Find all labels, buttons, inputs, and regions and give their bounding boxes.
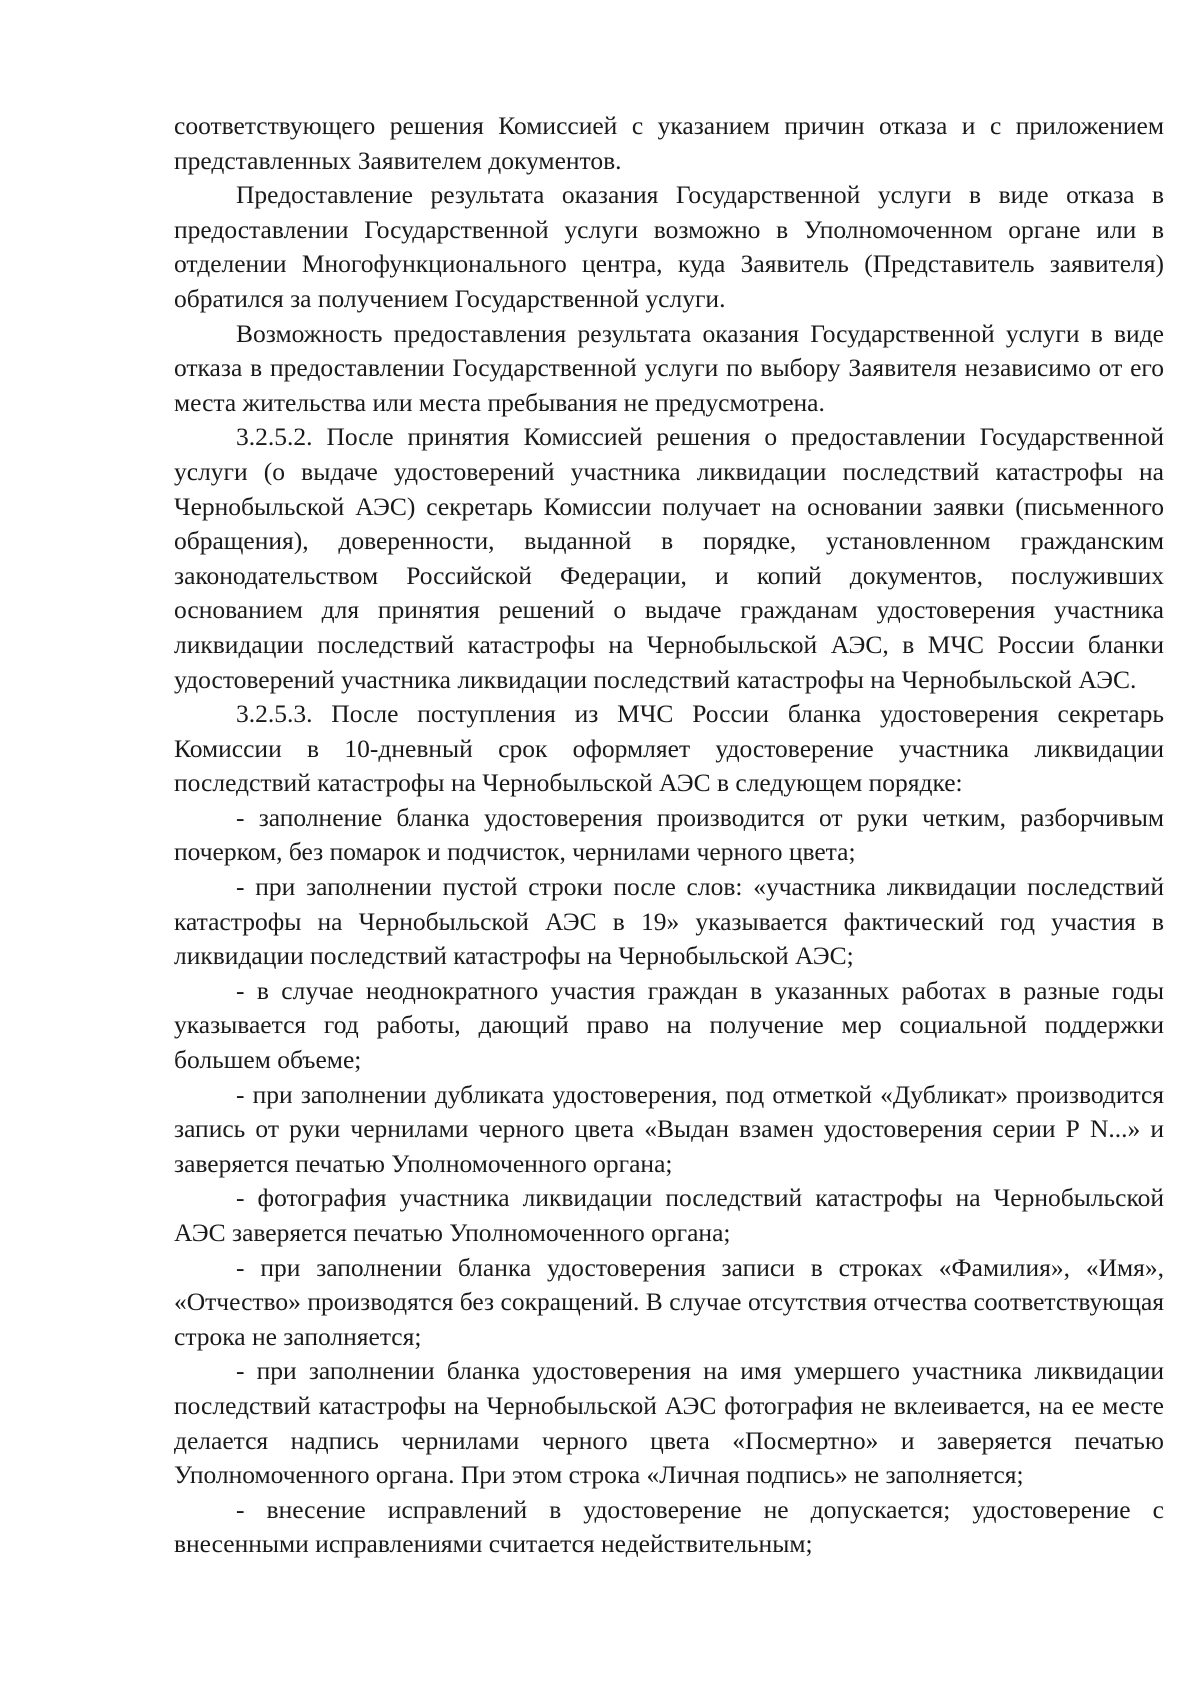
paragraph-3-2-5-3: 3.2.5.3. После поступления из МЧС России бланка удостоверения секретарь Комиссии в 10-дневный срок оформляет удостоверение участника ликвидации последствий катастрофы на Чернобыльской АЭС в следующем порядке: bbox=[174, 699, 1164, 798]
list-item-photo-stamp: - фотография участника ликвидации последствий катастрофы на Чернобыльской АЭС заверяется печатью Уполномоченного органа; bbox=[174, 1183, 1164, 1247]
list-item-year-of-participation: - при заполнении пустой строки после слов: «участника ликвидации последствий катастрофы на Чернобыльской АЭС в 19» указывается фактический год участия в ликвидации последствий катастрофы на Чернобыльской АЭС; bbox=[174, 872, 1164, 971]
list-item-filling-by-hand: - заполнение бланка удостоверения производится от руки четким, разборчивым почерком, без помарок и подчисток, чернилами черного цвета; bbox=[174, 802, 1164, 867]
list-item-repeated-participation: - в случае неоднократного участия граждан в указанных работах в разные годы указывается год работы, дающий право на получение мер социальной поддержки большем объеме; bbox=[174, 975, 1164, 1075]
paragraph-refusal-result: Предоставление результата оказания Государственной услуги в виде отказа в предоставлении Государственной услуги возможно в Уполномоченном органе или в отделении Многофункционального центра, куда Заявитель (Представитель заявителя) обратился за получением Государственной услуги. bbox=[174, 180, 1164, 313]
paragraph-3-2-5-2: 3.2.5.2. После принятия Комиссией решения о предоставлении Государственной услуги (о выдаче удостоверений участника ликвидации последствий катастрофы на Чернобыльской АЭС) секретарь Комиссии получает на основании заявки (письменного обращения), доверенности, выданной в порядке, установленном гражданским законодательством Российской Федерации, и копий документов, послуживших основанием для принятия решений о выдаче гражданам удостоверения участника ликвидации последствий катастрофы на Чернобыльской АЭС, в МЧС России бланки удостоверений участника ликвидации последствий катастрофы на Чернобыльской АЭС. bbox=[174, 422, 1164, 694]
document-body bbox=[174, 109, 1164, 1562]
list-item-name-fields: - при заполнении бланка удостоверения записи в строках «Фамилия», «Имя», «Отчество» производятся без сокращений. В случае отсутствия отчества соответствующая строка не заполняется; bbox=[174, 1252, 1164, 1351]
paragraph-refusal-extraterritorial: Возможность предоставления результата оказания Государственной услуги в виде отказа в предоставлении Государственной услуги по выбору Заявителя независимо от его места жительства или места пребывания не предусмотрена. bbox=[174, 318, 1164, 417]
list-item-duplicate: - при заполнении дубликата удостоверения, под отметкой «Дубликат» производится запись от руки чернилами черного цвета «Выдан взамен удостоверения серии Р N...» и заверяется печатью Уполномоченного органа; bbox=[174, 1079, 1164, 1178]
list-item-no-corrections: - внесение исправлений в удостоверение не допускается; удостоверение с внесенными исправлениями считается недействительным; bbox=[174, 1494, 1164, 1559]
list-item-deceased-participant: - при заполнении бланка удостоверения на имя умершего участника ликвидации последствий катастрофы на Чернобыльской АЭС фотография не вклеивается, на ее месте делается надпись чернилами черного цвета «Посмертно» и заверяется печатью Уполномоченного органа. При этом строка «Личная подпись» не заполняется; bbox=[174, 1356, 1164, 1490]
paragraph-continuation: соответствующего решения Комиссией с указанием причин отказа и с приложением представленных Заявителем документов. bbox=[174, 111, 1164, 175]
